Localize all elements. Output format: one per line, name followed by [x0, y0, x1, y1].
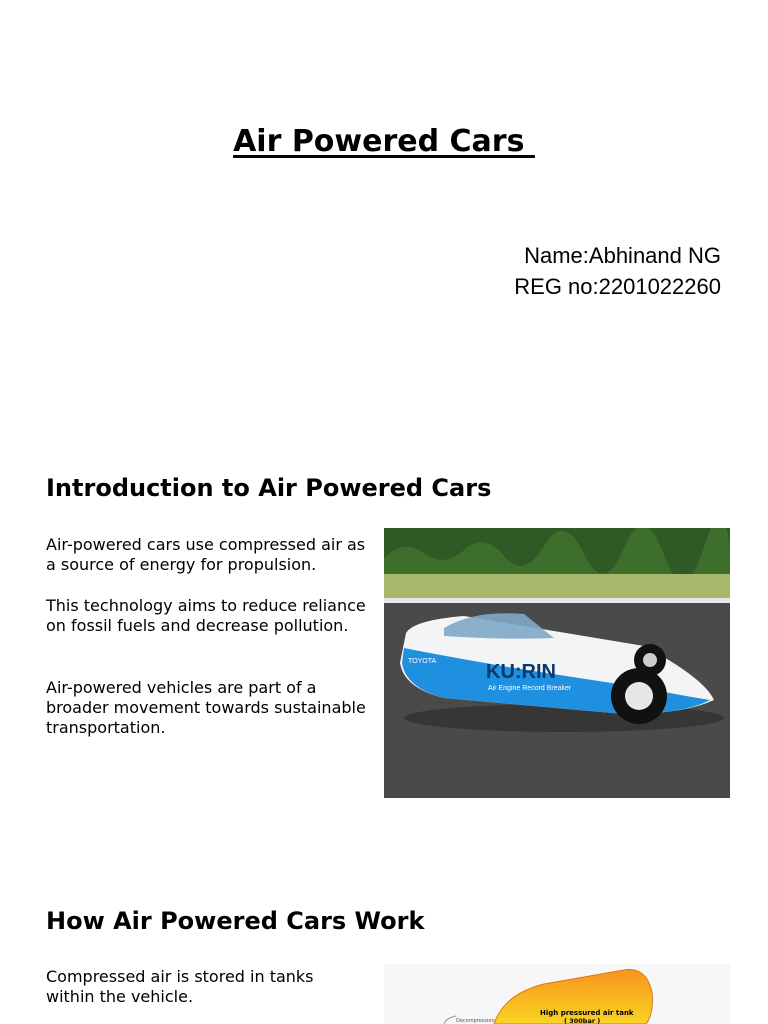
paragraph: Compressed air is stored in tanks within the vehicle.	[46, 967, 314, 1006]
page-title: Air Powered Cars	[233, 124, 535, 159]
section-heading-how-it-works: How Air Powered Cars Work	[46, 907, 425, 935]
tank-label-line2: ( 300bar )	[564, 1017, 601, 1024]
air-car-photo	[384, 528, 730, 798]
paragraph: Air-powered vehicles are part of a broader movement towards sustainable transportation.	[46, 678, 366, 737]
paragraph: Air-powered cars use compressed air as a source of energy for propulsion.	[46, 535, 366, 574]
paragraph: This technology aims to reduce reliance on fossil fuels and decrease pollution.	[46, 596, 366, 635]
car-brand-text: TOYOTA	[408, 658, 437, 665]
author-name: Name:Abhinand NG	[524, 243, 721, 268]
air-tank-diagram	[384, 964, 730, 1024]
car-tagline-text: Air Engine Record Breaker	[488, 685, 572, 692]
tank-label-line1: High pressured air tank	[540, 1009, 634, 1017]
author-reg-number: REG no:2201022260	[514, 274, 721, 299]
car-logo-text: KU:RIN	[486, 661, 556, 683]
decompression-label: Decompression	[456, 1018, 495, 1024]
section-heading-introduction: Introduction to Air Powered Cars	[46, 474, 492, 502]
author-info	[514, 240, 721, 302]
air-tank-illustration	[384, 964, 730, 1024]
air-car-illustration	[384, 528, 730, 798]
